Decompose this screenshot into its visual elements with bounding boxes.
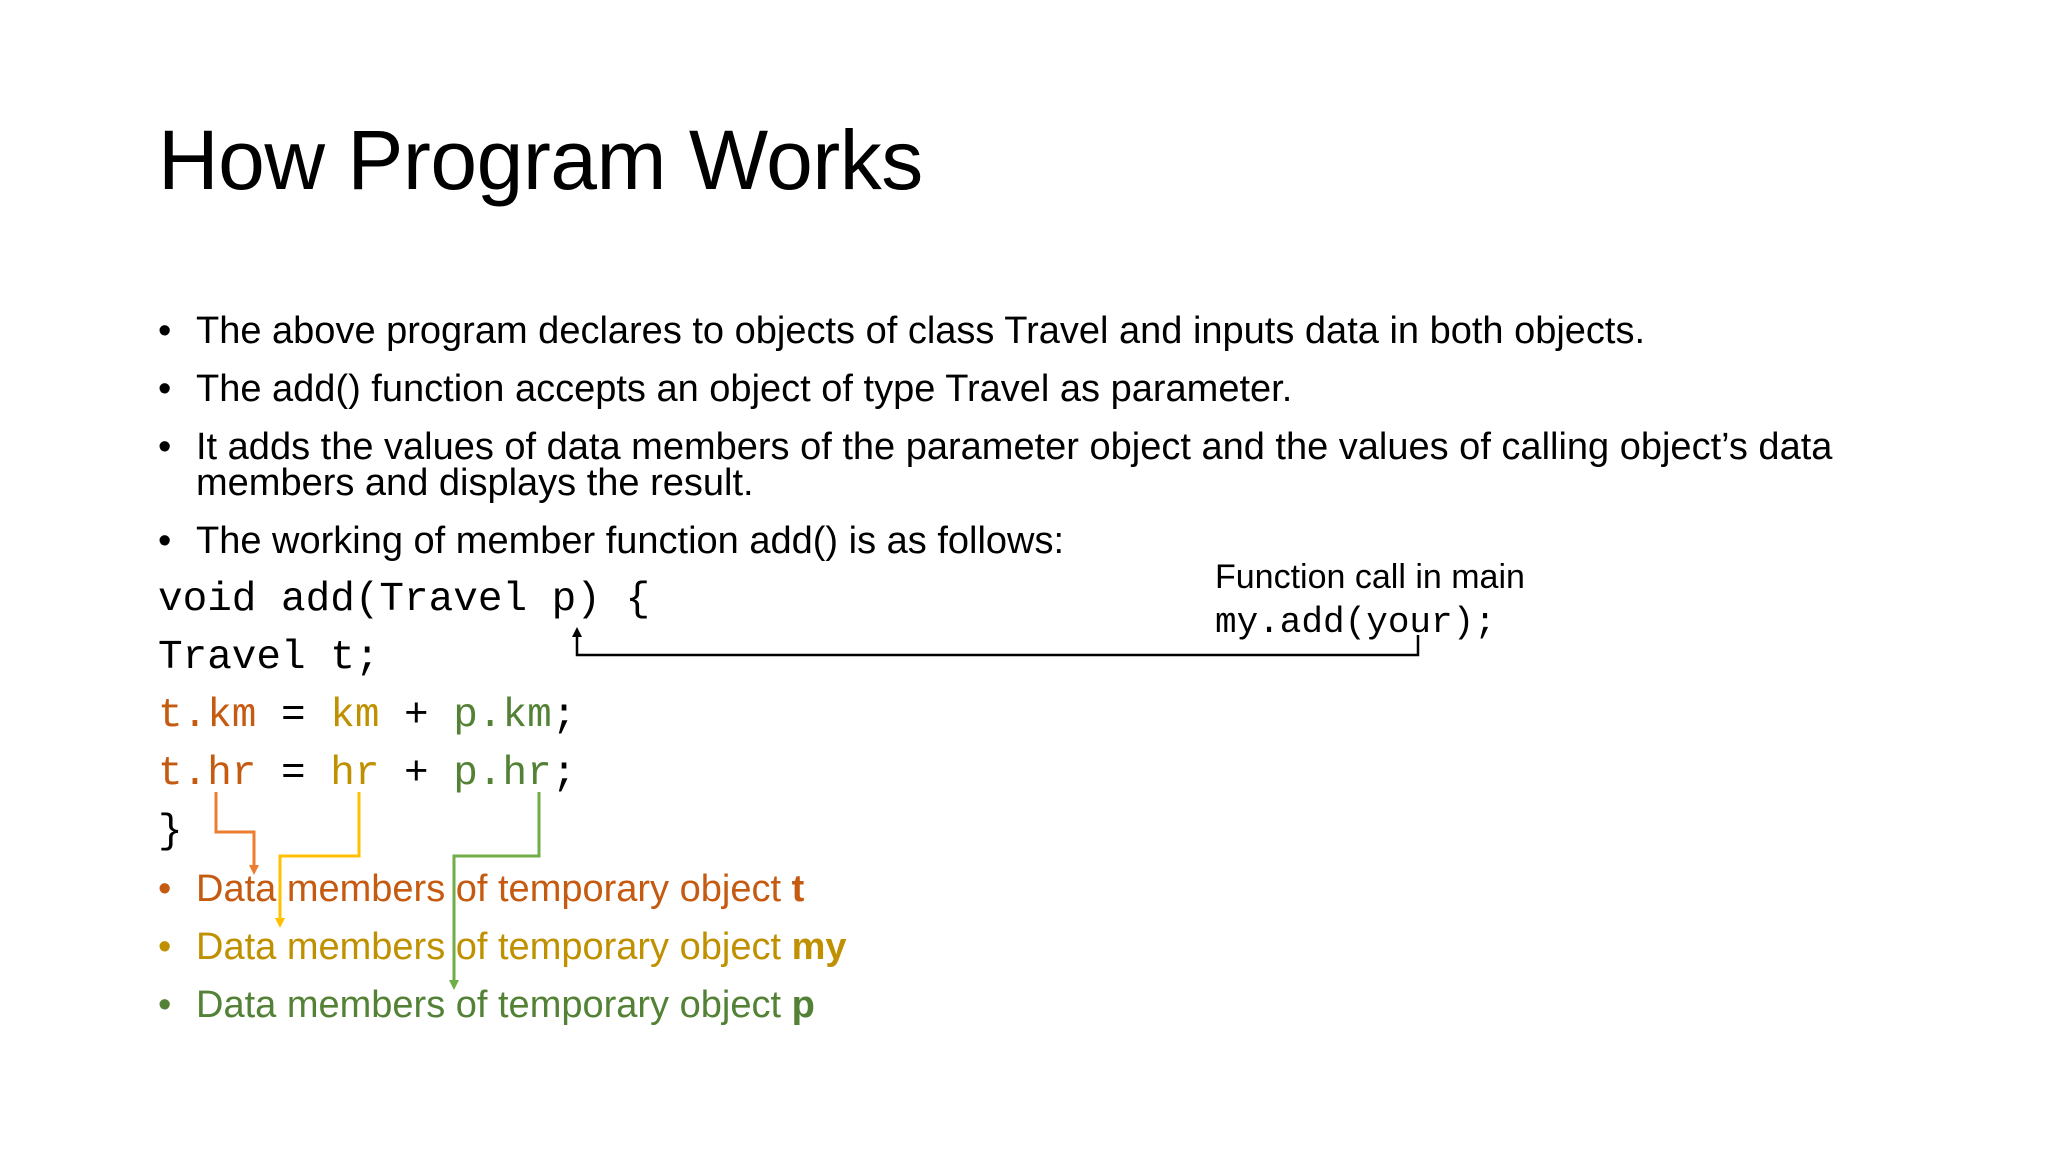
code-operator: =	[256, 751, 331, 797]
code-param-member: p.hr	[453, 751, 552, 797]
code-line-1: void add(Travel p) {	[158, 577, 651, 623]
bullet-marker: •	[158, 368, 172, 410]
code-line-4	[158, 751, 577, 797]
slide-title: How Program Works	[158, 113, 923, 207]
legend-text	[196, 928, 847, 966]
callout-code: my.add(your);	[1215, 602, 1496, 643]
code-terminator: ;	[551, 693, 577, 739]
legend-marker: •	[158, 926, 172, 968]
legend-text	[196, 986, 815, 1024]
code-temp-member: t.hr	[158, 751, 257, 797]
code-operator: =	[256, 693, 331, 739]
code-caller-member: km	[330, 693, 380, 739]
bullet-text: The working of member function add() is as follows:	[196, 520, 1065, 562]
code-operator: +	[379, 693, 454, 739]
legend-label: Data members of temporary object	[196, 926, 792, 968]
code-operator: +	[379, 751, 454, 797]
legend-marker: •	[158, 868, 172, 910]
bullet-marker: •	[158, 426, 172, 468]
bullet-text-line-2: members and displays the result.	[196, 462, 754, 504]
bullet-text: The above program declares to objects of class Travel and inputs data in both objects.	[196, 310, 1646, 352]
code-line-3	[158, 693, 577, 739]
bullet-text-line-1: It adds the values of data members of the parameter object and the values of calling object’s data	[196, 426, 1833, 468]
code-temp-member: t.km	[158, 693, 257, 739]
code-line-2: Travel t;	[158, 635, 380, 681]
legend-object-name: my	[791, 926, 847, 968]
legend-label: Data members of temporary object	[196, 984, 792, 1026]
arrow-temp-member	[216, 792, 254, 870]
code-caller-member: hr	[330, 751, 380, 797]
code-terminator: ;	[551, 751, 577, 797]
legend-object-name: t	[791, 868, 805, 910]
legend-text	[196, 870, 804, 908]
bullet-marker: •	[158, 310, 172, 352]
bullet-text: The add() function accepts an object of type Travel as parameter.	[196, 368, 1293, 410]
legend-label: Data members of temporary object	[196, 868, 792, 910]
legend-marker: •	[158, 984, 172, 1026]
bullet-marker: •	[158, 520, 172, 562]
legend-object-name: p	[791, 984, 815, 1026]
callout-label: Function call in main	[1215, 558, 1525, 596]
code-line-5: }	[158, 809, 183, 855]
code-param-member: p.km	[453, 693, 552, 739]
